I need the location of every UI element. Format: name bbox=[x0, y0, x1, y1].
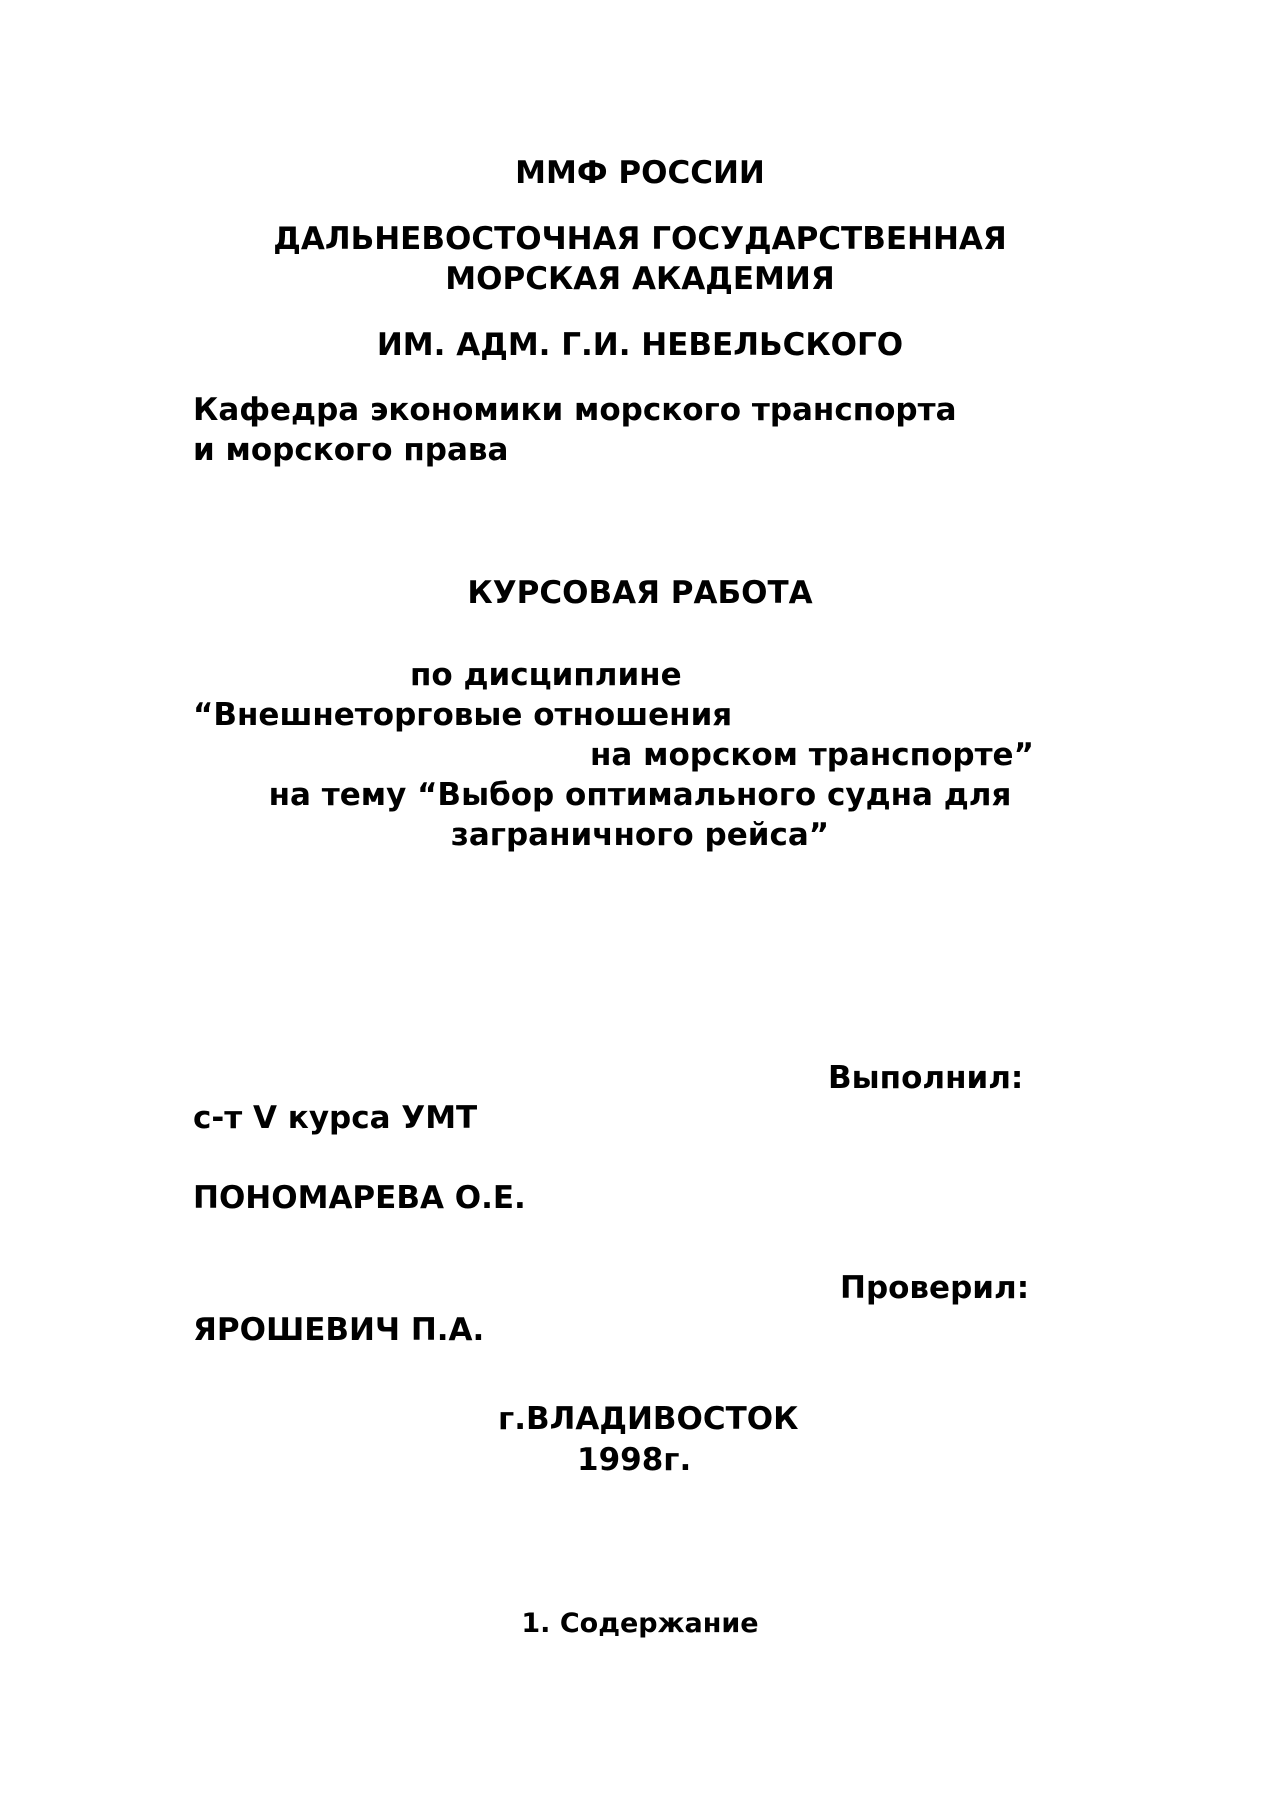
author-course: с-т V курса УМТ bbox=[193, 1100, 478, 1136]
reviewer-label: Проверил: bbox=[840, 1270, 1030, 1306]
contents-heading: 1. Содержание bbox=[521, 1608, 759, 1639]
city: г.ВЛАДИВОСТОК bbox=[498, 1401, 799, 1437]
department-line2: и морского права bbox=[193, 432, 509, 468]
reviewer-name: ЯРОШЕВИЧ П.А. bbox=[193, 1312, 485, 1348]
academy-name-line1: ДАЛЬНЕВОСТОЧНАЯ ГОСУДАРСТВЕННАЯ bbox=[273, 221, 1007, 257]
author-label: Выполнил: bbox=[828, 1060, 1024, 1096]
department-line1: Кафедра экономики морского транспорта bbox=[193, 392, 957, 428]
academy-named-after: ИМ. АДМ. Г.И. НЕВЕЛЬСКОГО bbox=[376, 327, 904, 363]
discipline-prefix: по дисциплине bbox=[410, 657, 682, 693]
discipline-name-line2: на морском транспорте” bbox=[590, 737, 1034, 773]
topic-line1: на тему “Выбор оптимального судна для bbox=[268, 777, 1012, 813]
topic-line2: заграничного рейса” bbox=[450, 817, 830, 853]
ministry-title: ММФ РОССИИ bbox=[515, 155, 765, 191]
work-type-title: КУРСОВАЯ РАБОТА bbox=[467, 575, 813, 611]
discipline-name-line1: “Внешнеторговые отношения bbox=[193, 697, 733, 733]
academy-name-line2: МОРСКАЯ АКАДЕМИЯ bbox=[445, 261, 835, 297]
author-name: ПОНОМАРЕВА О.Е. bbox=[193, 1180, 526, 1216]
year: 1998г. bbox=[577, 1442, 692, 1478]
